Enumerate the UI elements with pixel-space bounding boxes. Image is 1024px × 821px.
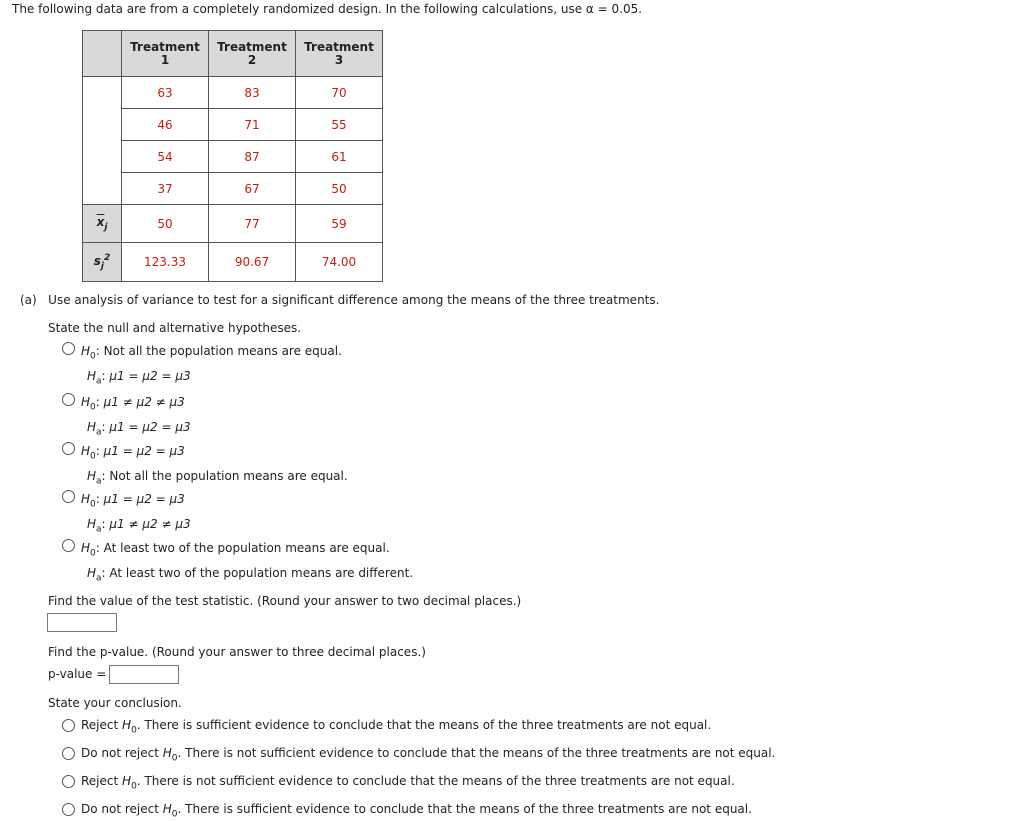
hyp-option-1[interactable]: $H_0$: Not all the population means are equal. $H_a$: μ1 = μ2 = μ3 [62,341,342,392]
hyp-option-2[interactable]: $H_0$: μ1 ≠ μ2 ≠ μ3 $H_a$: μ1 = μ2 = μ3 [62,392,191,443]
table-cell: 83 [209,77,296,109]
radio-button[interactable] [62,719,75,732]
header-treatment-3: Treatment 3 [296,31,383,77]
table-cell: 54 [122,141,209,173]
conclusion-prompt: State your conclusion. [48,696,182,710]
mean-cell: 50 [122,205,209,243]
radio-button[interactable] [62,803,75,816]
row-label-blank [83,77,122,205]
mean-cell: 59 [296,205,383,243]
table-cell: 50 [296,173,383,205]
test-statistic-input[interactable] [47,613,117,632]
hyp-option-5[interactable]: $H_0$: At least two of the population means are equal. $H_a$: At least two of the population means are different. [62,538,413,589]
radio-button[interactable] [62,442,75,455]
table-cell: 46 [122,109,209,141]
variance-row [83,243,383,282]
radio-button[interactable] [62,775,75,788]
table-cell: 63 [122,77,209,109]
stat-prompt: Find the value of the test statistic. (Round your answer to two decimal places.) [48,594,522,608]
variance-cell: 90.67 [209,243,296,282]
table-row [83,173,383,205]
hyp-prompt: State the null and alternative hypotheses. [48,321,302,335]
table-cell: 70 [296,77,383,109]
header-treatment-2: Treatment 2 [209,31,296,77]
conclusion-option-1[interactable]: Reject $H_0$. There is sufficient evidence to conclude that the means of the three treatments are not equal. [62,718,711,735]
mean-label: $\overline{x}_j$ [83,205,122,243]
table-cell: 61 [296,141,383,173]
p-value-input[interactable] [109,665,179,684]
means-row [83,205,383,243]
data-table [82,30,383,282]
variance-cell: 123.33 [122,243,209,282]
hyp-option-3[interactable]: $H_0$: μ1 = μ2 = μ3 $H_a$: Not all the population means are equal. [62,441,348,492]
table-cell: 71 [209,109,296,141]
table-cell: 67 [209,173,296,205]
mean-cell: 77 [209,205,296,243]
table-corner [83,31,122,77]
hyp-option-4[interactable]: $H_0$: μ1 = μ2 = μ3 $H_a$: μ1 ≠ μ2 ≠ μ3 [62,489,191,540]
variance-label: $s_j^2$ [83,243,122,282]
table-cell: 55 [296,109,383,141]
table-row [83,77,383,109]
intro-text: The following data are from a completely randomized design. In the following calculations, use α = 0.05. [12,2,643,16]
table-cell: 37 [122,173,209,205]
conclusion-option-3[interactable]: Reject $H_0$. There is not sufficient evidence to conclude that the means of the three treatments are not equal. [62,774,735,791]
radio-button[interactable] [62,342,75,355]
pval-label: p-value = [48,667,107,681]
question-a: (a) Use analysis of variance to test for a significant difference among the means of the three treatments. [20,293,660,307]
radio-button[interactable] [62,490,75,503]
radio-button[interactable] [62,393,75,406]
pval-prompt: Find the p-value. (Round your answer to three decimal places.) [48,645,426,659]
table-row [83,109,383,141]
conclusion-option-2[interactable]: Do not reject $H_0$. There is not sufficient evidence to conclude that the means of the three treatments are not equal. [62,746,775,763]
table-row [83,141,383,173]
conclusion-option-4[interactable]: Do not reject $H_0$. There is sufficient evidence to conclude that the means of the three treatments are not equal. [62,802,752,819]
table-cell: 87 [209,141,296,173]
header-treatment-1: Treatment 1 [122,31,209,77]
radio-button[interactable] [62,539,75,552]
variance-cell: 74.00 [296,243,383,282]
radio-button[interactable] [62,747,75,760]
